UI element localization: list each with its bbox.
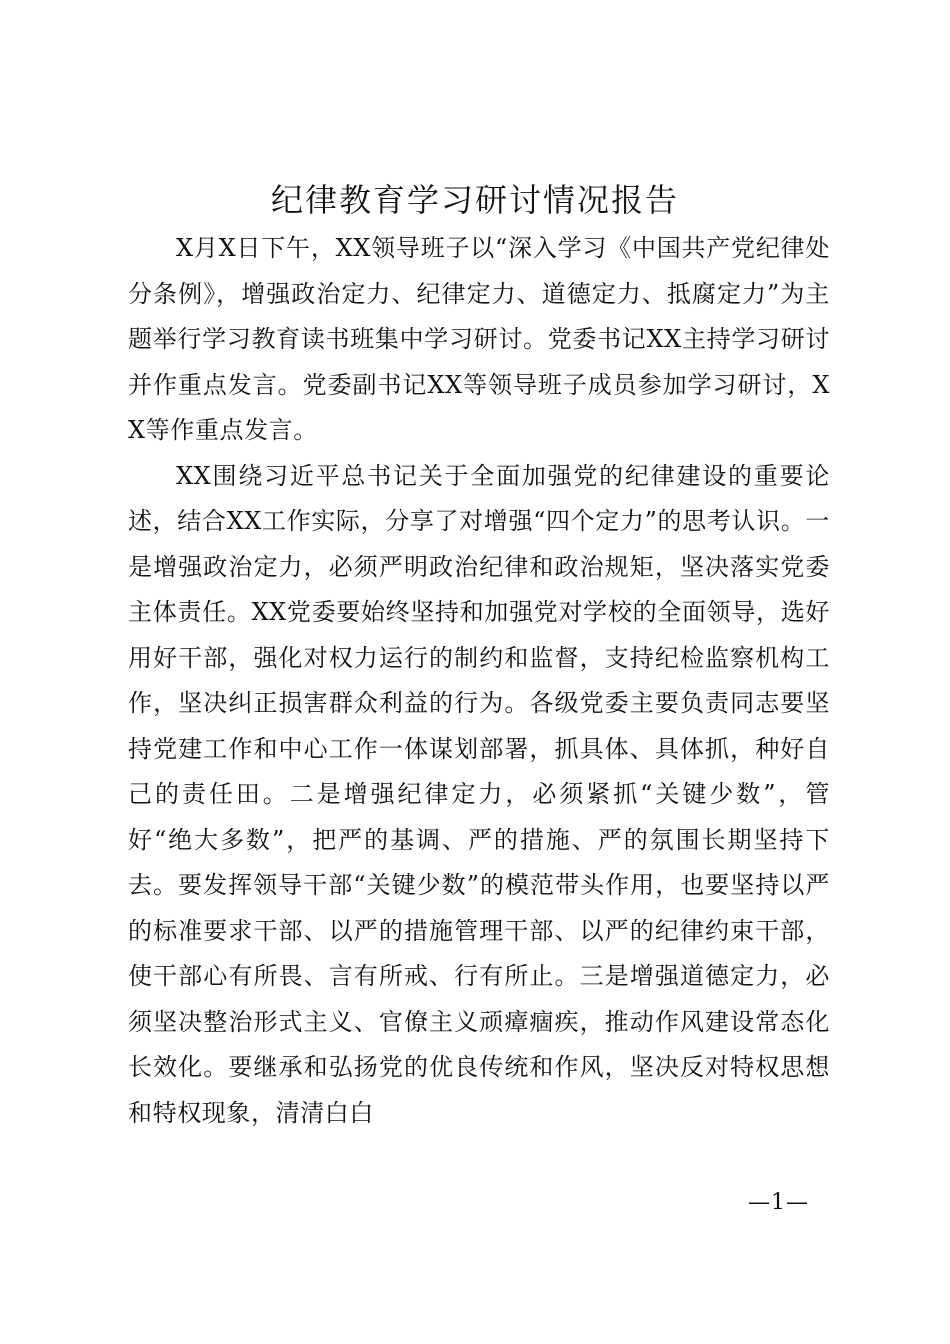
- page-number: —1—: [748, 1190, 809, 1215]
- document-body: [128, 226, 830, 1136]
- document-title: 纪律教育学习研讨情况报告: [270, 181, 679, 219]
- paragraph-2: XX围绕习近平总书记关于全面加强党的纪律建设的重要论述，结合XX工作实际，分享了对增强“四个定力”的思考认识。一是增强政治定力，必须严明政治纪律和政治规矩，坚决落实党委主体责任。XX党委要始终坚持和加强党对学校的全面领导，选好用好干部，强化对权力运行的制约和监督，支持纪检监察机构工作，坚决纠正损害群众利益的行为。各级党委主要负责同志要坚持党建工作和中心工作一体谋划部署，抓具体、具体抓，种好自己的责任田。二是增强纪律定力，必须紧抓“关键少数”，管好“绝大多数”，把严的基调、严的措施、严的氛围长期坚持下去。要发挥领导干部“关键少数”的模范带头作用，也要坚持以严的标准要求干部、以严的措施管理干部、以严的纪律约束干部，使干部心有所畏、言有所戒、行有所止。三是增强道德定力，必须坚决整治形式主义、官僚主义顽瘴痼疾，推动作风建设常态化长效化。要继承和弘扬党的优良传统和作风，坚决反对特权思想和特权现象，清清白白: [128, 461, 830, 1127]
- paragraph-1: X月X日下午，XX领导班子以“深入学习《中国共产党纪律处分条例》，增强政治定力、纪律定力、道德定力、抵腐定力”为主题举行学习教育读书班集中学习研讨。党委书记XX主持学习研讨并作重点发言。党委副书记XX等领导班子成员参加学习研讨，XX等作重点发言。: [128, 234, 830, 444]
